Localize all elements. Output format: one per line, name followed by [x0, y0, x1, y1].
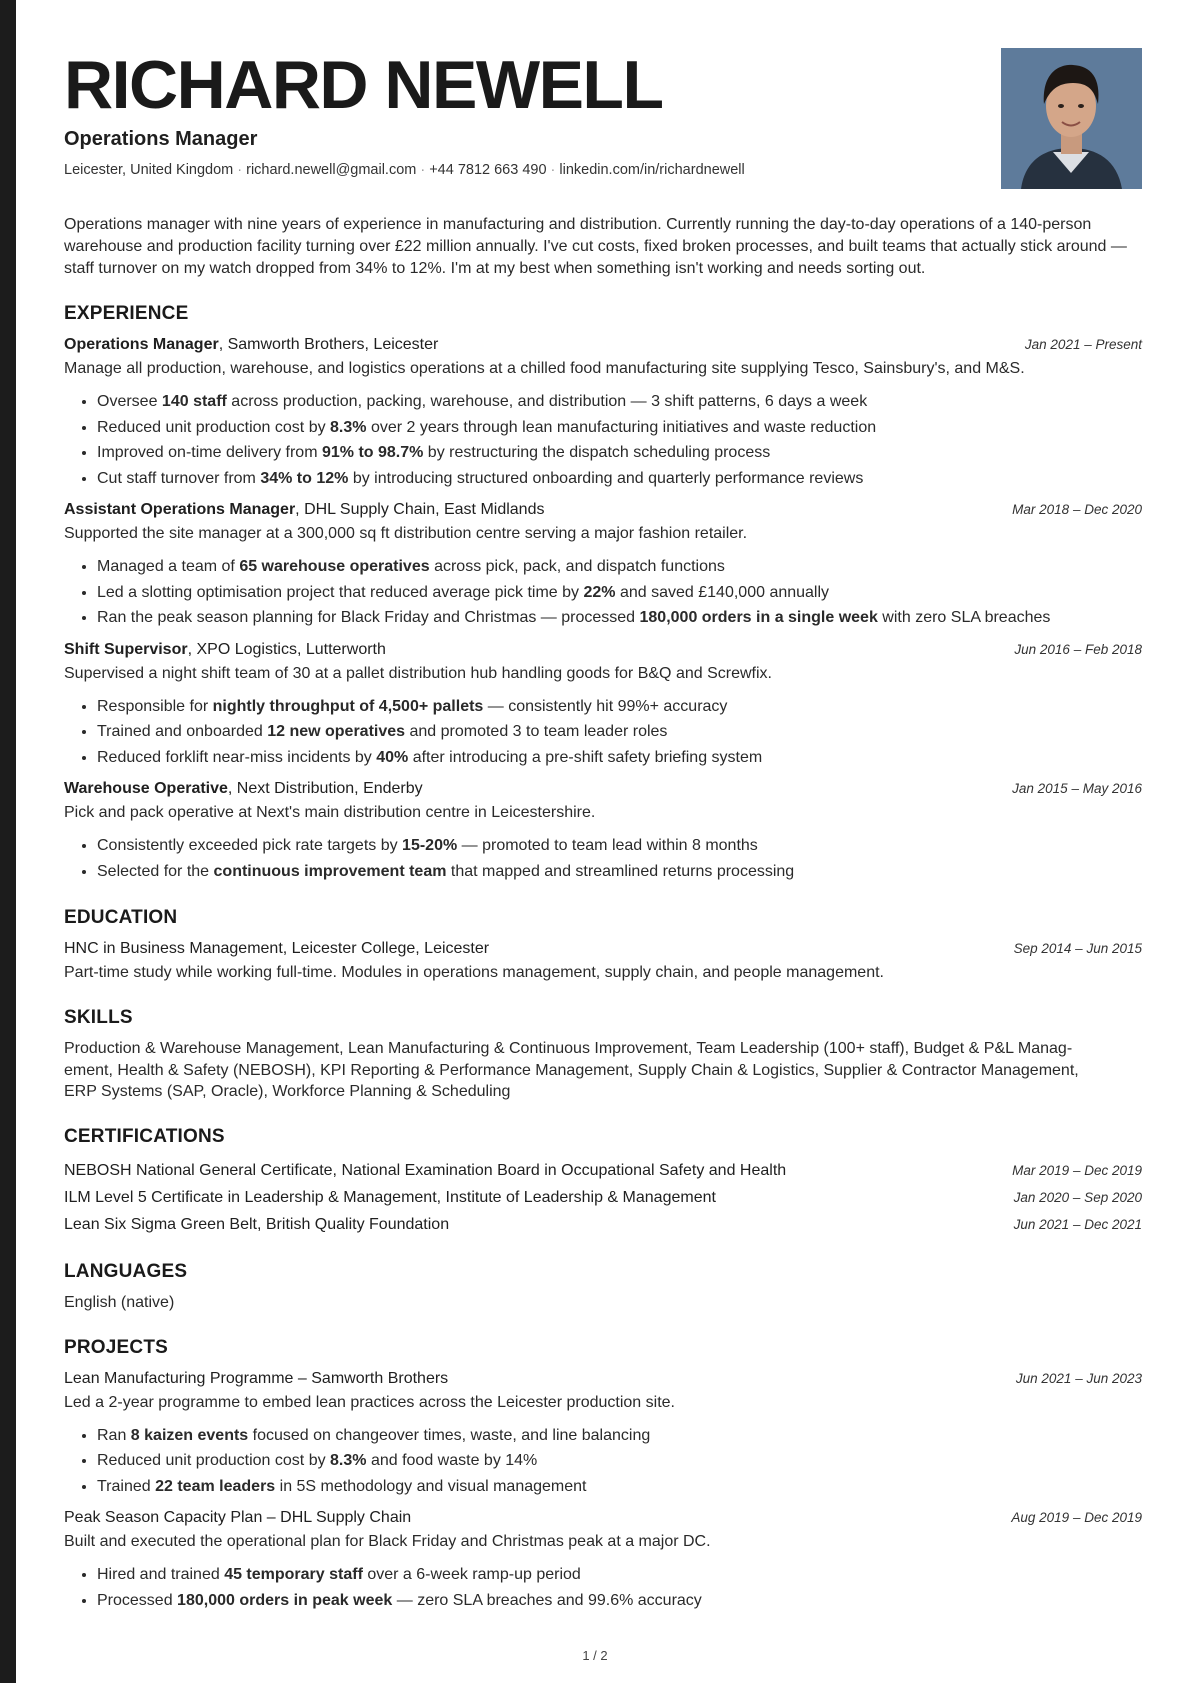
- certification-dates: Jun 2021 – Dec 2021: [1013, 1216, 1142, 1232]
- achievement-item: • Ran the peak season planning for Black Friday and Christmas — processed 180,000 orders in a single week with zero SLA breaches: [97, 605, 1142, 631]
- job-role: Assistant Operations Manager: [64, 501, 296, 518]
- achievement-item: • Consistently exceeded pick rate targets by 15-20% — promoted to team lead within 8 months: [97, 833, 1142, 859]
- job-org: , Samworth Brothers, Leicester: [218, 336, 439, 353]
- achievement-item: • Managed a team of 65 warehouse operatives across pick, pack, and dispatch functions: [97, 554, 1142, 580]
- achievement-item: • Reduced unit production cost by 8.3% over 2 years through lean manufacturing initiatives and waste reduction: [97, 415, 1142, 441]
- certification-dates: Jan 2020 – Sep 2020: [1013, 1189, 1142, 1205]
- job-description: Supervised a night shift team of 30 at a pallet distribution hub handling goods for B&Q and Screwfix.: [64, 664, 772, 682]
- achievement-item: • Improved on-time delivery from 91% to 98.7% by restructuring the dispatch scheduling process: [97, 440, 1142, 466]
- job-role: Warehouse Operative: [64, 780, 228, 797]
- skills-section: [64, 1006, 1142, 1103]
- job-description: Pick and pack operative at Next's main distribution centre in Leicestershire.: [64, 804, 596, 821]
- achievement-item: • Processed 180,000 orders in peak week — zero SLA breaches and 99.6% accuracy: [97, 1588, 1142, 1614]
- achievement-item: • Trained and onboarded 12 new operatives and promoted 3 to team leader roles: [97, 719, 1142, 745]
- education-degree: HNC in Business Management, Leicester College, Leicester: [64, 940, 490, 957]
- resume-page: [64, 48, 1142, 1621]
- profile-photo: [1001, 48, 1142, 189]
- achievement-item: • Hired and trained 45 temporary staff over a 6-week ramp-up period: [97, 1562, 1142, 1588]
- education-header: [64, 938, 1142, 960]
- job-achievements: [64, 833, 1142, 884]
- certification-name: Lean Six Sigma Green Belt, British Quality Foundation: [64, 1215, 450, 1233]
- job-entry: [64, 639, 1142, 771]
- achievement-item: • Selected for the continuous improvement team that mapped and streamlined returns processing: [97, 859, 1142, 885]
- contact-email[interactable]: richard.newell@gmail.com: [246, 162, 417, 178]
- job-header: [64, 334, 1142, 356]
- achievement-item: • Reduced forklift near-miss incidents by 40% after introducing a pre-shift safety briefing system: [97, 745, 1142, 771]
- education-title: EDUCATION: [64, 907, 178, 928]
- job-header: [64, 499, 1142, 521]
- contact-linkedin[interactable]: linkedin.com/in/richardnewell: [559, 162, 745, 178]
- languages-title: LANGUAGES: [64, 1260, 188, 1282]
- project-description: Built and executed the operational plan for Black Friday and Christmas peak at a major DC.: [64, 1533, 711, 1550]
- project-name: Lean Manufacturing Programme – Samworth Brothers: [64, 1369, 449, 1387]
- project-description: Led a 2-year programme to embed lean practices across the Leicester production site.: [64, 1393, 675, 1411]
- contact-separator: ·: [420, 162, 426, 178]
- contact-line: [64, 160, 1142, 180]
- certification-name: NEBOSH National General Certificate, National Examination Board in Occupational Safety and Health: [64, 1161, 787, 1179]
- profile-summary: Operations manager with nine years of experience in manufacturing and distribution. Currently running the day-to-day operations of a 140-person warehouse and production facility turning over £22 million annually. I've cut costs, fixed broken processes, and built teams that actually stick around — staff turnover on my watch dropped from 34% to 12%. I'm at my best when something isn't working and needs sorting out.: [64, 216, 1127, 277]
- job-dates: Jun 2016 – Feb 2018: [1014, 641, 1142, 657]
- achievement-item: • Cut staff turnover from 34% to 12% by introducing structured onboarding and quarterly performance reviews: [97, 466, 1142, 492]
- job-entry: [64, 499, 1142, 631]
- job-entry: [64, 334, 1142, 491]
- contact-separator: ·: [237, 162, 243, 178]
- experience-section: [64, 302, 1142, 884]
- certification-dates: Mar 2019 – Dec 2019: [1012, 1162, 1142, 1178]
- certification-item: [64, 1184, 1142, 1211]
- contact-phone: +44 7812 663 490: [429, 162, 547, 178]
- project-achievements: [64, 1562, 1142, 1613]
- certification-name: ILM Level 5 Certificate in Leadership & Management, Institute of Leadership & Management: [64, 1188, 716, 1206]
- job-description: Supported the site manager at a 300,000 sq ft distribution centre serving a major fashion retailer.: [64, 525, 748, 542]
- candidate-headline: Operations Manager: [64, 128, 258, 150]
- education-description: Part-time study while working full-time. Modules in operations management, supply chain, and people management.: [64, 964, 884, 981]
- skills-line: ement, Health & Safety (NEBOSH), KPI Reporting & Performance Management, Supply Chain & Logistics, Supplier & Contractor Management,: [64, 1061, 1079, 1079]
- job-achievements: [64, 694, 1142, 771]
- skills-list: [64, 1038, 1142, 1103]
- job-dates: Jan 2015 – May 2016: [1012, 781, 1142, 796]
- languages-list: English (native): [64, 1293, 175, 1311]
- job-achievements: [64, 554, 1142, 631]
- resume-header: [64, 48, 1142, 180]
- languages-section: [64, 1260, 1142, 1314]
- project-dates: Aug 2019 – Dec 2019: [1011, 1510, 1142, 1525]
- achievement-item: • Oversee 140 staff across production, packing, warehouse, and distribution — 3 shift patterns, 6 days a week: [97, 389, 1142, 415]
- job-role: Shift Supervisor: [64, 640, 188, 658]
- skills-line: ERP Systems (SAP, Oracle), Workforce Planning & Scheduling: [64, 1083, 511, 1100]
- job-org: , DHL Supply Chain, East Midlands: [295, 501, 545, 518]
- certifications-title: CERTIFICATIONS: [64, 1125, 225, 1147]
- job-header: [64, 778, 1142, 800]
- project-name: Peak Season Capacity Plan – DHL Supply Chain: [64, 1509, 412, 1526]
- project-dates: Jun 2021 – Jun 2023: [1015, 1370, 1142, 1386]
- profile-photo-illustration: [1001, 48, 1142, 189]
- job-dates: Mar 2018 – Dec 2020: [1012, 502, 1142, 517]
- project-achievements: [64, 1423, 1142, 1500]
- job-role: Operations Manager: [64, 336, 219, 353]
- job-achievements: [64, 389, 1142, 491]
- skills-line: Production & Warehouse Management, Lean Manufacturing & Continuous Improvement, Team Leadership (100+ staff), Budget & P&L Manag-: [64, 1040, 1073, 1057]
- job-entry: [64, 778, 1142, 884]
- job-header: [64, 639, 1142, 661]
- certification-item: [64, 1211, 1142, 1238]
- experience-title: EXPERIENCE: [64, 303, 189, 324]
- page-indicator: 1 / 2: [582, 1648, 608, 1663]
- project-entry: [64, 1507, 1142, 1613]
- projects-section: [64, 1336, 1142, 1614]
- job-dates: Jan 2021 – Present: [1024, 337, 1142, 352]
- education-dates: Sep 2014 – Jun 2015: [1013, 941, 1142, 956]
- contact-separator: ·: [550, 162, 556, 178]
- certification-item: [64, 1157, 1142, 1184]
- project-entry: [64, 1368, 1142, 1500]
- achievement-item: • Ran 8 kaizen events focused on changeover times, waste, and line balancing: [97, 1423, 1142, 1449]
- candidate-name: RICHARD NEWELL: [64, 47, 663, 123]
- project-header: [64, 1507, 1142, 1529]
- job-org: , Next Distribution, Enderby: [227, 780, 423, 797]
- achievement-item: • Responsible for nightly throughput of 4,500+ pallets — consistently hit 99%+ accuracy: [97, 694, 1142, 720]
- certifications-section: [64, 1125, 1142, 1238]
- projects-title: PROJECTS: [64, 1336, 169, 1358]
- achievement-item: • Reduced unit production cost by 8.3% and food waste by 14%: [97, 1448, 1142, 1474]
- education-section: [64, 906, 1142, 984]
- left-edge-bar: [0, 0, 16, 1683]
- project-header: [64, 1368, 1142, 1390]
- job-org: , XPO Logistics, Lutterworth: [187, 640, 386, 658]
- achievement-item: • Led a slotting optimisation project that reduced average pick time by 22% and saved £140,000 annually: [97, 580, 1142, 606]
- skills-title: SKILLS: [64, 1007, 133, 1028]
- job-description: Manage all production, warehouse, and logistics operations at a chilled food manufacturing site supplying Tesco, Sainsbury's, and M&S.: [64, 360, 1025, 377]
- contact-location: Leicester, United Kingdom: [64, 162, 234, 178]
- achievement-item: • Trained 22 team leaders in 5S methodology and visual management: [97, 1474, 1142, 1500]
